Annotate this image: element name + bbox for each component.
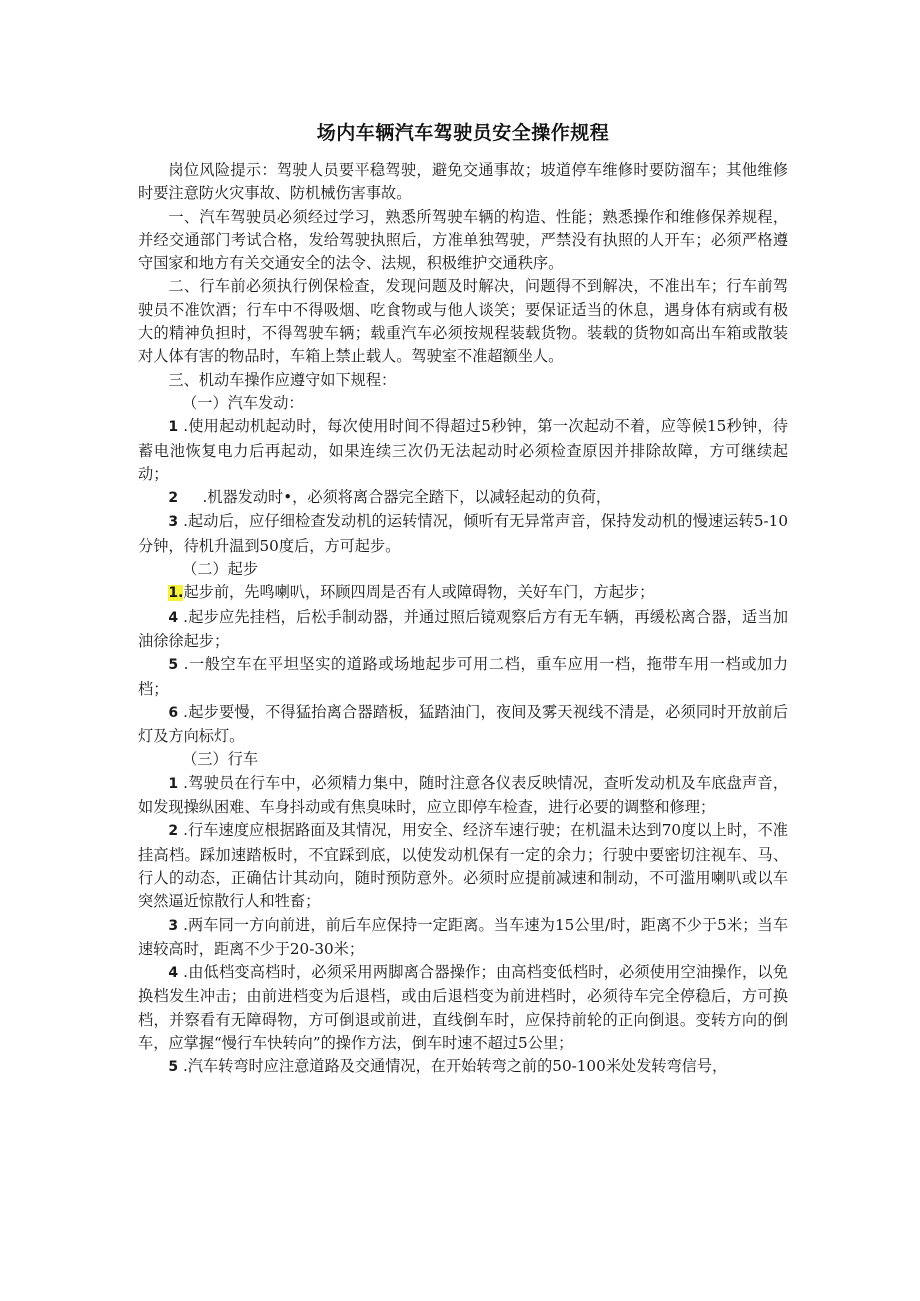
item-number: 3 [168,514,179,531]
highlighted-item-number: 1. [168,585,184,602]
section-one: 一、汽车驾驶员必须经过学习，熟悉所驾驶车辆的构造、性能；熟悉操作和维修保养规程，并经交通部门考试合格，发给驾驶执照后，方准单独驾驶，严禁没有执照的人开车；必须严格遵守国家和地方有关交通安全的法令、法规，积极维护交通秩序。 [138,207,788,273]
item-number: 2 [168,490,179,507]
item-text: .起步要慢，不得猛抬离合器踏板，猛踏油门，夜间及雾天视线不清是，必须同时开放前后灯及方向标灯。 [138,702,789,746]
subsection-heading-driving: （三）行车 [182,750,259,769]
item-number: 4 [168,609,179,626]
item-text: 起步前，先鸣喇叭，环顾四周是否有人或障碍物，关好车门，方起步； [183,583,655,602]
item-text: .起步应先挂档，后松手制动器，并通过照后镜观察后方有无车辆，再缓松离合器，适当加油徐徐起步； [138,607,789,650]
list-item [138,914,788,962]
list-item [138,772,788,820]
item-text: .一般空车在平坦坚实的道路或场地起步可用二档，重车应用一档，拖带车用一档或加力档； [138,655,789,698]
list-item [138,415,788,486]
item-number: 6 [168,704,179,721]
document-page [138,118,788,1080]
item-text: .由低档变高档时，必须采用两脚离合器操作；由高档变低档时，必须使用空油操作，以免换档发生冲击；由前进档变为后退档，或由后退档变为前进档时，必须待车完全停稳后，方可换档，并察看有无障碍物，方可倒退或前进，直线倒车时，应保持前轮的正向倒退。变转方向的倒车，应掌握“慢行车快转向”的操作方法，倒车时速不超过5公里； [138,963,789,1052]
item-number: 5 [168,657,179,674]
list-item [138,510,788,558]
item-text: .机器发动时•，必须将离合器完全踏下，以减轻起动的负荷， [202,488,612,507]
list-item [138,653,788,701]
risk-warning: 岗位风险提示：驾驶人员要平稳驾驶，避免交通事故；坡道停车维修时要防溜车；其他维修时要注意防火灾事故、防机械伤害事故。 [138,161,788,203]
list-item [138,486,788,510]
section-two: 二、行车前必须执行例保检查，发现问题及时解决，问题得不到解决，不准出车；行车前驾驶员不准饮酒；行车中不得吸烟、吃食物或与他人谈笑；要保证适当的休息，遇身体有病或有极大的精神负担时，不得驾驶车辆；载重汽车必须按规程装载货物。装载的货物如高出车箱或散装对人体有害的物品时，车箱上禁止载人。驾驶室不准超额坐人。 [138,277,788,366]
list-item [138,1055,788,1079]
item-number: 3 [168,917,179,934]
item-number: 5 [168,1059,179,1076]
list-item [138,606,788,654]
item-number: 1 [168,419,179,436]
item-text: .使用起动机起动时，每次使用时间不得超过5秒钟，第一次起动不着，应等候15秒钟，待蓄电池恢复电力后再起动，如果连续三次仍无法起动时必须检查原因并排除故障，方可继续起动； [138,417,788,483]
subsection-heading-start-engine: （一）汽车发动： [182,393,304,412]
item-number: 4 [168,965,179,982]
list-item [138,819,788,913]
item-text: .行车速度应根据路面及其情况，用安全、经济车速行驶；在机温未达到70度以上时，不准挂高档。踩加速踏板时，不宜踩到底，以使发动机保有一定的余力；行驶中要密切注视车、马、行人的动态，正确估计其动向，随时预防意外。必须时应提前减速和制动，不可滥用喇叭或以车突然逼近惊散行人和牲畜； [138,821,788,911]
item-text: .两车同一方向前进，前后车应保持一定距离。当车速为15公里/时，距离不少于5米；当车速较高时，距离不少于20-30米； [138,915,789,958]
list-item [138,701,788,749]
subsection-heading-starting: （二）起步 [182,560,259,579]
item-text: .汽车转弯时应注意道路及交通情况，在开始转弯之前的50-100米处发转弯信号， [182,1057,728,1076]
document-title: 场内车辆汽车驾驶员安全操作规程 [316,122,610,144]
item-text: .起动后，应仔细检查发动机的运转情况，倾听有无异常声音，保持发动机的慢速运转5-10分钟，待机升温到50度后，方可起步。 [138,512,788,555]
item-text: .驾驶员在行车中，必须精力集中，随时注意各仪表反映情况，查听发动机及车底盘声音，如发现操纵困难、车身抖动或有焦臭味时，应立即停车检查，进行必要的调整和修理； [138,773,789,817]
item-number: 1 [168,775,179,792]
item-number: 2 [168,823,179,840]
list-item [138,581,788,605]
section-three: 三、机动车操作应遵守如下规程： [168,370,397,389]
list-item [138,961,788,1055]
